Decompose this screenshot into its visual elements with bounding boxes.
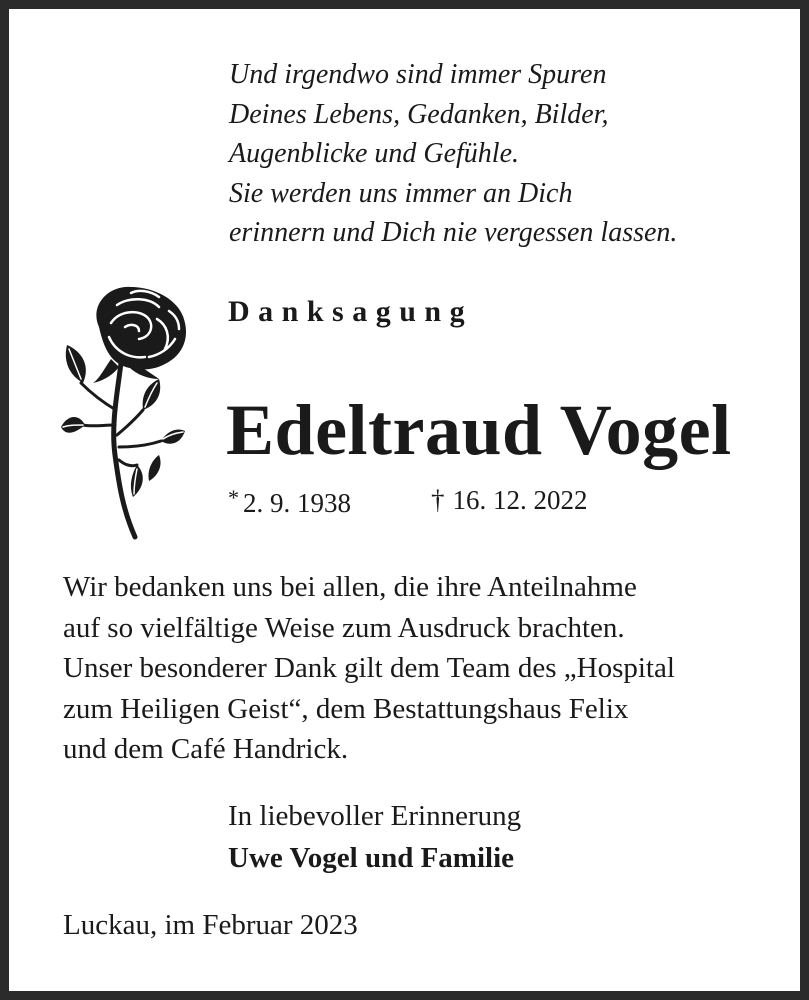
poem-line: Deines Lebens, Gedanken, Bilder, (229, 98, 609, 130)
poem-line: Und irgendwo sind immer Spuren (229, 59, 607, 90)
birth-symbol: * (228, 485, 239, 510)
message-line: Wir bedanken uns bei allen, die ihre Anteilnahme (63, 571, 637, 603)
death-date (431, 485, 588, 516)
deceased-name: Edeltraud Vogel (226, 390, 732, 470)
heading-danksagung: Danksagung (228, 295, 474, 328)
death-date-value: 16. 12. 2022 (452, 485, 588, 515)
rose-icon (59, 275, 199, 545)
birth-date (228, 485, 351, 519)
message-line: und dem Café Handrick. (63, 733, 349, 765)
message-line: Unser besonderer Dank gilt dem Team des „Hospital (63, 652, 675, 684)
message-line: auf so vielfältige Weise zum Ausdruck brachten. (63, 611, 625, 644)
place-and-date: Luckau, im Februar 2023 (63, 909, 358, 941)
dagger-icon: † (431, 485, 445, 515)
message-line: zum Heiligen Geist“, dem Bestattungshaus Felix (63, 692, 629, 725)
thanks-message (63, 567, 675, 770)
birth-date-value: 2. 9. 1938 (243, 488, 351, 518)
poem-line: Augenblicke und Gefühle. (229, 138, 520, 169)
signature: Uwe Vogel und Familie (228, 842, 514, 874)
poem-line: erinnern und Dich nie vergessen lassen. (229, 217, 678, 248)
memorial-poem (229, 55, 677, 253)
poem-line: Sie werden uns immer an Dich (229, 177, 573, 209)
closing-block (228, 795, 521, 879)
closing-phrase: In liebevoller Erinnerung (228, 800, 522, 832)
